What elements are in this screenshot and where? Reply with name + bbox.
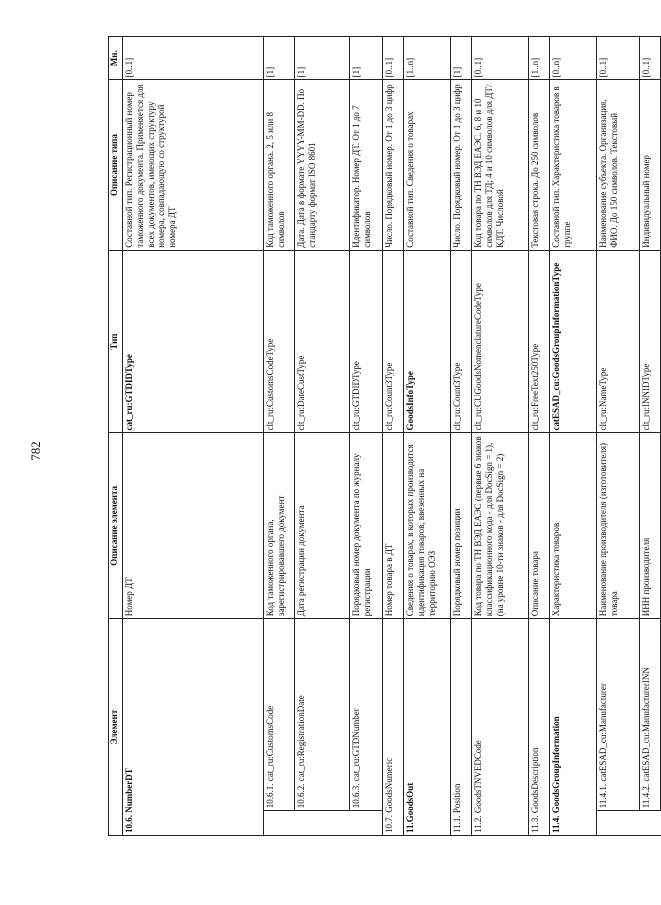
element-description: Порядковый номер позиции <box>451 433 472 619</box>
multiplicity: [1..n] <box>529 37 550 80</box>
table-row <box>264 37 295 836</box>
element-name: cat_ru:CustomsCode <box>265 705 275 782</box>
element-cell <box>123 619 264 836</box>
row-number: 11.4.2. <box>641 783 651 809</box>
type-description: Число. Порядковый номер. От 1 до 3 цифр <box>451 80 472 250</box>
specification-table <box>108 36 661 836</box>
indent-cell <box>295 811 350 836</box>
row-number: 10.6. <box>124 815 134 833</box>
table-row <box>350 37 383 836</box>
element-cell <box>597 619 640 811</box>
row-number: 10.6.2. <box>296 783 306 809</box>
element-name: cat_ru:GTDNumber <box>351 708 361 782</box>
table-row <box>640 37 661 836</box>
element-name: Position <box>452 783 462 814</box>
multiplicity: [0..1] <box>123 37 264 80</box>
row-number: 11.4.1. <box>598 783 608 809</box>
element-type: clt_ru:Count3Type <box>451 250 472 433</box>
multiplicity: [1] <box>264 37 295 80</box>
multiplicity: [0..1] <box>472 37 529 80</box>
element-type: clt_ru:CUGoodsNomenclatureCodeType <box>472 250 529 433</box>
table-header <box>109 37 123 836</box>
element-description: Номер товара в ДТ <box>383 433 404 619</box>
rotated-page <box>108 36 651 836</box>
element-type: clt_ru:FreeText250Type <box>529 250 550 433</box>
element-cell <box>550 619 597 836</box>
element-cell <box>383 619 404 836</box>
table-row <box>472 37 529 836</box>
header-type: Тип <box>109 250 123 433</box>
element-type: catESAD_cu:GoodsGroupInformationType <box>550 250 597 433</box>
element-name: GoodsTNVEDCode <box>473 740 483 814</box>
element-name: catESAD_cu:ManufacturerINN <box>641 667 651 782</box>
element-cell <box>640 619 661 811</box>
type-description: Число. Порядковый номер. От 1 до 3 цифр <box>383 80 404 250</box>
element-name: GoodsGroupInformation <box>551 716 561 814</box>
element-type: cat_ru:GTDIDType <box>123 250 264 433</box>
type-description: Составной тип. Регистрационный номер таможенного документа. Применяется для всех документов, имеющих структуру номера, совпадающую со структурой номера ДТ <box>123 80 264 250</box>
indent-cell <box>350 811 383 836</box>
row-number: 11.4. <box>551 815 561 833</box>
row-number: 11.1. <box>452 815 462 833</box>
element-name: catESAD_cu:Manufacturer <box>598 683 608 782</box>
table-row <box>550 37 597 836</box>
type-description: Составной тип. Характеристика товаров в группе <box>550 80 597 250</box>
type-description: Составной тип. Сведения о товарах <box>404 80 451 250</box>
element-description: Порядковый номер документа по журналу регистрации <box>350 433 383 619</box>
element-type: clt_ru:CustomsCodeType <box>264 250 295 433</box>
element-cell <box>472 619 529 836</box>
multiplicity: [0..1] <box>597 37 640 80</box>
type-description: Код товара по ТН ВЭД ЕАЭС. 6, 8 и 10 символов для ТД; 4 и 10 символов для ДТ/КДТ. Числовой <box>472 80 529 250</box>
element-name: GoodsNumeric <box>384 757 394 813</box>
type-description: Дата. Дата в формате YYYY-MM-DD. По стандарту формат ISO 8601 <box>295 80 350 250</box>
element-description: Характеристика товаров <box>550 433 597 619</box>
element-type: clt_ru:INNIDType <box>640 250 661 433</box>
header-element: Элемент <box>109 619 123 836</box>
multiplicity: [0..n] <box>550 37 597 80</box>
element-description: Сведения о товарах, в которых производится идентификация товаров, ввезенных на территорию ОЭЗ <box>404 433 451 619</box>
element-cell <box>529 619 550 836</box>
element-name: NumberDT <box>124 768 134 813</box>
header-multiplicity: Мн. <box>109 37 123 80</box>
indent-cell <box>264 811 295 836</box>
element-cell <box>451 619 472 836</box>
element-cell <box>350 619 383 811</box>
table-row <box>597 37 640 836</box>
header-element-description: Описание элемента <box>109 433 123 619</box>
page-number: 782 <box>27 441 43 461</box>
element-type: clt_ru:DateCustType <box>295 250 350 433</box>
element-description: Описание товара <box>529 433 550 619</box>
row-number: 11. <box>405 822 415 833</box>
type-description: Код таможенного органа. 2, 5 или 8 символов <box>264 80 295 250</box>
row-number: 11.3. <box>530 815 540 833</box>
element-description: Наименование производителя (изготовителя) товара <box>597 433 640 619</box>
element-name: cat_ru:RegistrationDate <box>296 695 306 782</box>
row-number: 10.6.3. <box>351 783 361 809</box>
row-number: 10.6.1. <box>265 783 275 809</box>
type-description: Текстовая строка. До 250 символов <box>529 80 550 250</box>
indent-cell <box>640 811 661 836</box>
header-type-description: Описание типа <box>109 80 123 250</box>
table-row <box>451 37 472 836</box>
element-description: ИНН производителя <box>640 433 661 619</box>
type-description: Индивидуальный номер <box>640 80 661 250</box>
multiplicity: [1] <box>350 37 383 80</box>
element-cell <box>264 619 295 811</box>
element-type: clt_ru:GTDIDType <box>350 250 383 433</box>
table-row <box>529 37 550 836</box>
indent-cell <box>597 811 640 836</box>
type-description: Идентификатор. Номер ДТ. От 1 до 7 символов <box>350 80 383 250</box>
element-description: Код таможенного органа, зарегистрировавшего документ <box>264 433 295 619</box>
table-row <box>295 37 350 836</box>
row-number: 10.7. <box>384 815 394 833</box>
element-type: GoodsInfoType <box>404 250 451 433</box>
element-description: Номер ДТ <box>123 433 264 619</box>
multiplicity: [0..1] <box>640 37 661 80</box>
element-description: Дата регистрации документа <box>295 433 350 619</box>
element-name: GoodsDescription <box>530 747 540 814</box>
table-row <box>123 37 264 836</box>
multiplicity: [0..1] <box>383 37 404 80</box>
multiplicity: [1] <box>295 37 350 80</box>
multiplicity: [1..n] <box>404 37 451 80</box>
element-name: GoodsOut <box>405 782 415 823</box>
element-cell <box>295 619 350 811</box>
table-row <box>404 37 451 836</box>
element-type: clt_ru:Count3Type <box>383 250 404 433</box>
type-description: Наименование субъекта. Организация, ФИО. До 150 символов. Текстовый <box>597 80 640 250</box>
row-number: 11.2. <box>473 815 483 833</box>
table-row <box>383 37 404 836</box>
element-description: Код товара по ТН ВЭД ЕАЭС (первые 6 знаков классификационного кода - для DocSign = 1), (на уровне 10-ти знаков - для DocSign = 2) <box>472 433 529 619</box>
element-cell <box>404 619 451 836</box>
element-type: clt_ru:NameType <box>597 250 640 433</box>
multiplicity: [1] <box>451 37 472 80</box>
